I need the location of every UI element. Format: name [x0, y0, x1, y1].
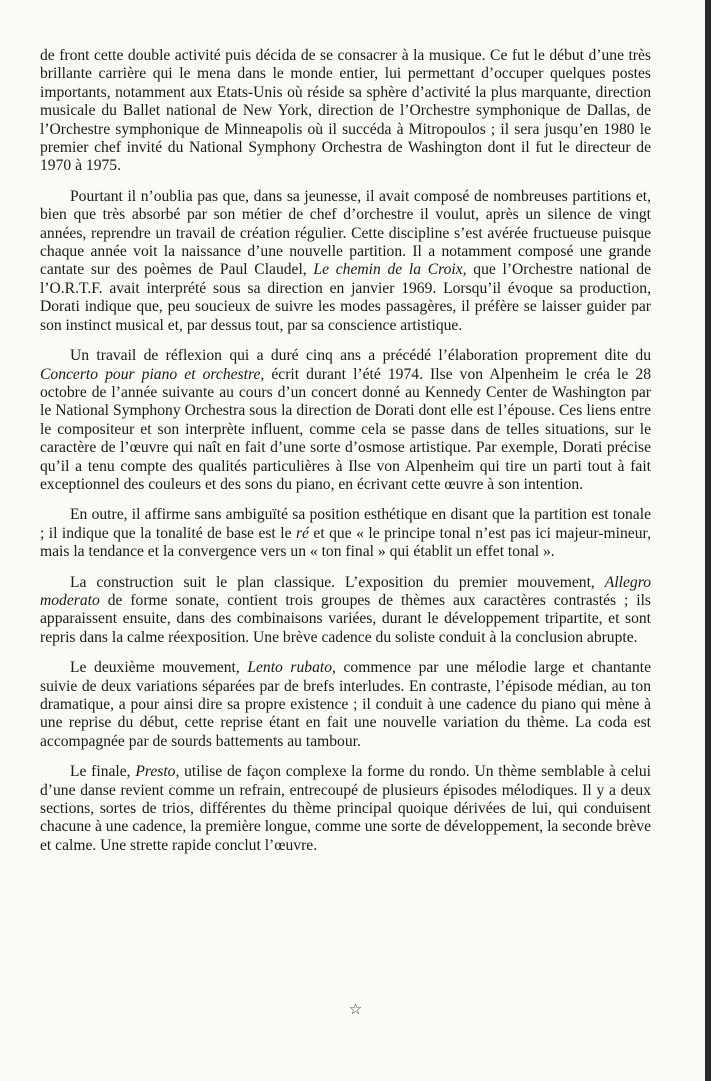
- italic-title: Concerto pour piano et orchestre,: [40, 365, 265, 383]
- paragraph-7: [40, 763, 651, 855]
- italic-title: Le chemin de la Croix,: [313, 261, 467, 279]
- paragraph-5: [40, 574, 651, 648]
- text-run: que l’Orchestre national de l’O.R.T.F. avait interprété sous sa direction en janvier 1969. Lorsqu’il évoque sa production, Dorati indique que, peu soucieux de suivre les modes passagères, il préfère se laisser guider par son instinct musical et, par dessus tout, par sa conscience artistique.: [40, 261, 651, 334]
- paragraph-6: [40, 659, 651, 751]
- text-run: Le finale,: [70, 763, 136, 781]
- paragraph-2: [40, 188, 651, 335]
- text-run: Pourtant il n’oublia pas que, dans sa jeunesse, il avait composé de nombreuses partitions et, bien que très absorbé par son métier de chef d’orchestre il voulut, après un silence de vingt années, reprendre un travail de création régulier. Cette discipline s’est avérée fructueuse puisque chaque année voit la naissance d’une nouvelle partition. Il a notamment composé une grande cantate sur des poèmes de Paul Claudel,: [40, 187, 651, 279]
- text-run: écrit durant l’été 1974. Ilse von Alpenheim le créa le 28 octobre de l’année suivante au cours d’un concert donné au Kennedy Center de Washington par le National Symphony Orchestra sous la direction de Dorati dont elle est l’épouse. Ces liens entre le compositeur et son interprète influent, comme cela se passe dans de telles situations, sur le caractère de l’œuvre qui naît en fait d’une sorte d’osmose artistique. Par exemple, Dorati précise qu’il a tenu compte des qualités particulières à Ilse von Alpenheim qui tire un parti tout à fait exceptionnel des couleurs et des sons du piano, en écrivant cette œuvre à son intention.: [40, 365, 651, 493]
- paragraph-4: [40, 506, 651, 561]
- star-ornament-icon: ☆: [348, 1000, 363, 1018]
- paragraph-1: [40, 47, 651, 176]
- text-run: de front cette double activité puis décida de se consacrer à la musique. Ce fut le début d’une très brillante carrière qui le mena dans le monde entier, lui permettant d’occuper quelques postes importants, notamment aux Etats-Unis où réside sa sphère d’activité la plus marquante, direction musicale du Ballet national de New York, direction de l’Orchestre symphonique de Dallas, de l’Orchestre symphonique de Minneapolis où il succéda à Mitropoulos ; il sera jusqu’en 1980 le premier chef invité du National Symphony Orchestra de Washington dont il fut le directeur de 1970 à 1975.: [40, 47, 651, 175]
- text-run: Un travail de réflexion qui a duré cinq ans a précédé l’élaboration proprement dite du: [70, 347, 651, 365]
- italic-title: Lento rubato,: [247, 659, 336, 677]
- document-body: [40, 47, 651, 855]
- paragraph-3: [40, 347, 651, 494]
- italic-title: ré: [295, 524, 309, 542]
- text-run: utilise de façon complexe la forme du rondo. Un thème semblable à celui d’une danse revient comme un refrain, entrecoupé de plusieurs épisodes mélodiques. Il y a deux sections, sortes de trios, différentes du thème principal quoique dérivées de lui, qui conduisent chacune à une cadence, la première longue, comme une sorte de développement, la seconde brève et calme. Une strette rapide conclut l’œuvre.: [40, 763, 651, 854]
- scan-edge-bar: [705, 0, 711, 1081]
- text-run: En outre, il affirme sans ambiguïté sa position esthétique en disant que la partition est tonale ; il indique que la tonalité de base est le: [40, 506, 651, 542]
- text-run: commence par une mélodie large et chantante suivie de deux variations séparées par de brefs interludes. En contraste, l’épisode médian, au ton dramatique, a pour ainsi dire sa propre existence ; il conduit à une cadence du piano qui mène à une reprise du début, cette reprise étant en fait une nouvelle variation du thème. La coda est accompagnée par de sourds battements au tambour.: [40, 659, 651, 750]
- text-run: de forme sonate, contient trois groupes de thèmes aux caractères contrastés ; ils apparaissent ensuite, dans des combinaisons variées, durant le développement tripartite, et sont repris dans la calme réexposition. Une brève cadence du soliste conduit à la conclusion abrupte.: [40, 591, 651, 646]
- text-run: Le deuxième mouvement,: [70, 659, 248, 677]
- italic-title: Presto,: [135, 763, 180, 781]
- italic-title: Allegro moderato: [40, 573, 651, 609]
- text-run: La construction suit le plan classique. L’exposition du premier mouvement,: [70, 573, 605, 591]
- text-run: et que « le principe tonal n’est pas ici majeur-mineur, mais la tendance et la convergence vers un « ton final » qui établit un effet tonal ».: [40, 524, 651, 561]
